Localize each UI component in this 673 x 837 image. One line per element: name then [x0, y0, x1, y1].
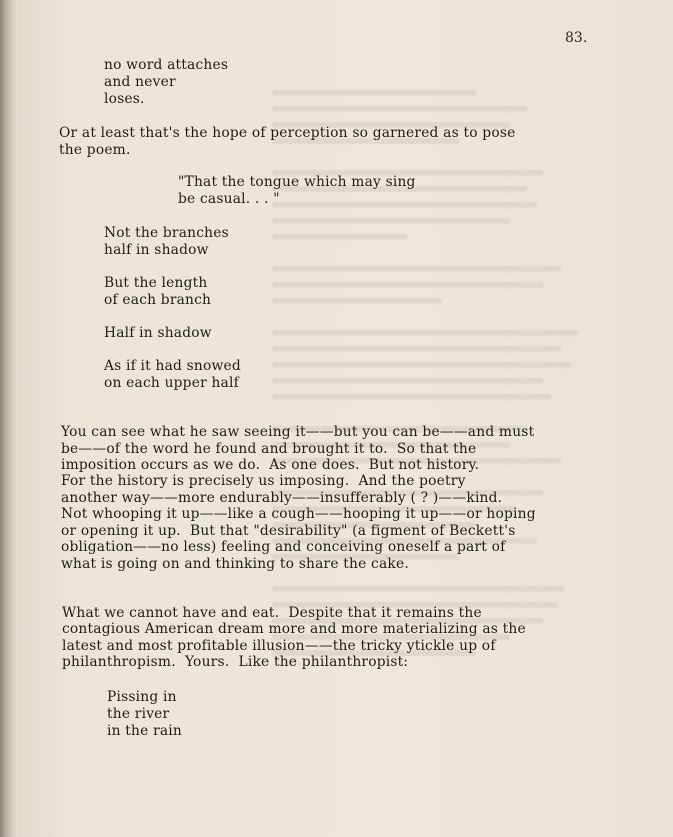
prose-line: contagious American dream more and more materializing as the [62, 621, 526, 637]
prose-line: or opening it up. But that "desirability" (a figment of Beckett's [61, 523, 516, 539]
quote-line: "That the tongue which may sing [178, 174, 416, 190]
prose-line: what is going on and thinking to share the cake. [61, 556, 409, 572]
poem-line: and never [104, 74, 176, 90]
prose-line: the poem. [59, 142, 131, 158]
poem-line: As if it had snowed [104, 358, 241, 374]
poem-line: Pissing in [107, 689, 177, 705]
prose-line: Not whooping it up——like a cough——hooping it up——or hoping [61, 506, 536, 522]
poem-line: of each branch [104, 292, 212, 308]
poem-line: But the length [104, 275, 208, 291]
poem-line: the river [107, 706, 170, 722]
prose-line: philanthropism. Yours. Like the philanthropist: [62, 654, 409, 670]
poem-line: Not the branches [104, 225, 229, 241]
prose-line: For the history is precisely us imposing. And the poetry [61, 473, 466, 489]
poem-line: no word attaches [104, 57, 229, 73]
prose-line: latest and most profitable illusion——the tricky ytickle up of [62, 638, 496, 654]
prose-line: Or at least that's the hope of perception so garnered as to pose [59, 125, 516, 141]
poem-line: on each upper half [104, 375, 239, 391]
page-number: 83. [565, 30, 588, 46]
book-spine-shadow [0, 0, 18, 837]
prose-line: another way——more endurably——insufferably ( ? )——kind. [61, 490, 503, 506]
prose-line: obligation——no less) feeling and conceiving oneself a part of [61, 539, 506, 555]
quote-line: be casual. . . " [178, 191, 280, 207]
poem-line: in the rain [107, 723, 182, 739]
poem-line: loses. [104, 91, 145, 107]
prose-line: imposition occurs as we do. As one does. But not history. [61, 457, 480, 473]
poem-line: Half in shadow [104, 325, 212, 341]
poem-line: half in shadow [104, 242, 209, 258]
prose-line: What we cannot have and eat. Despite that it remains the [62, 605, 482, 621]
prose-line: be——of the word he found and brought it to. So that the [61, 441, 477, 457]
prose-line: You can see what he saw seeing it——but you can be——and must [61, 424, 535, 440]
